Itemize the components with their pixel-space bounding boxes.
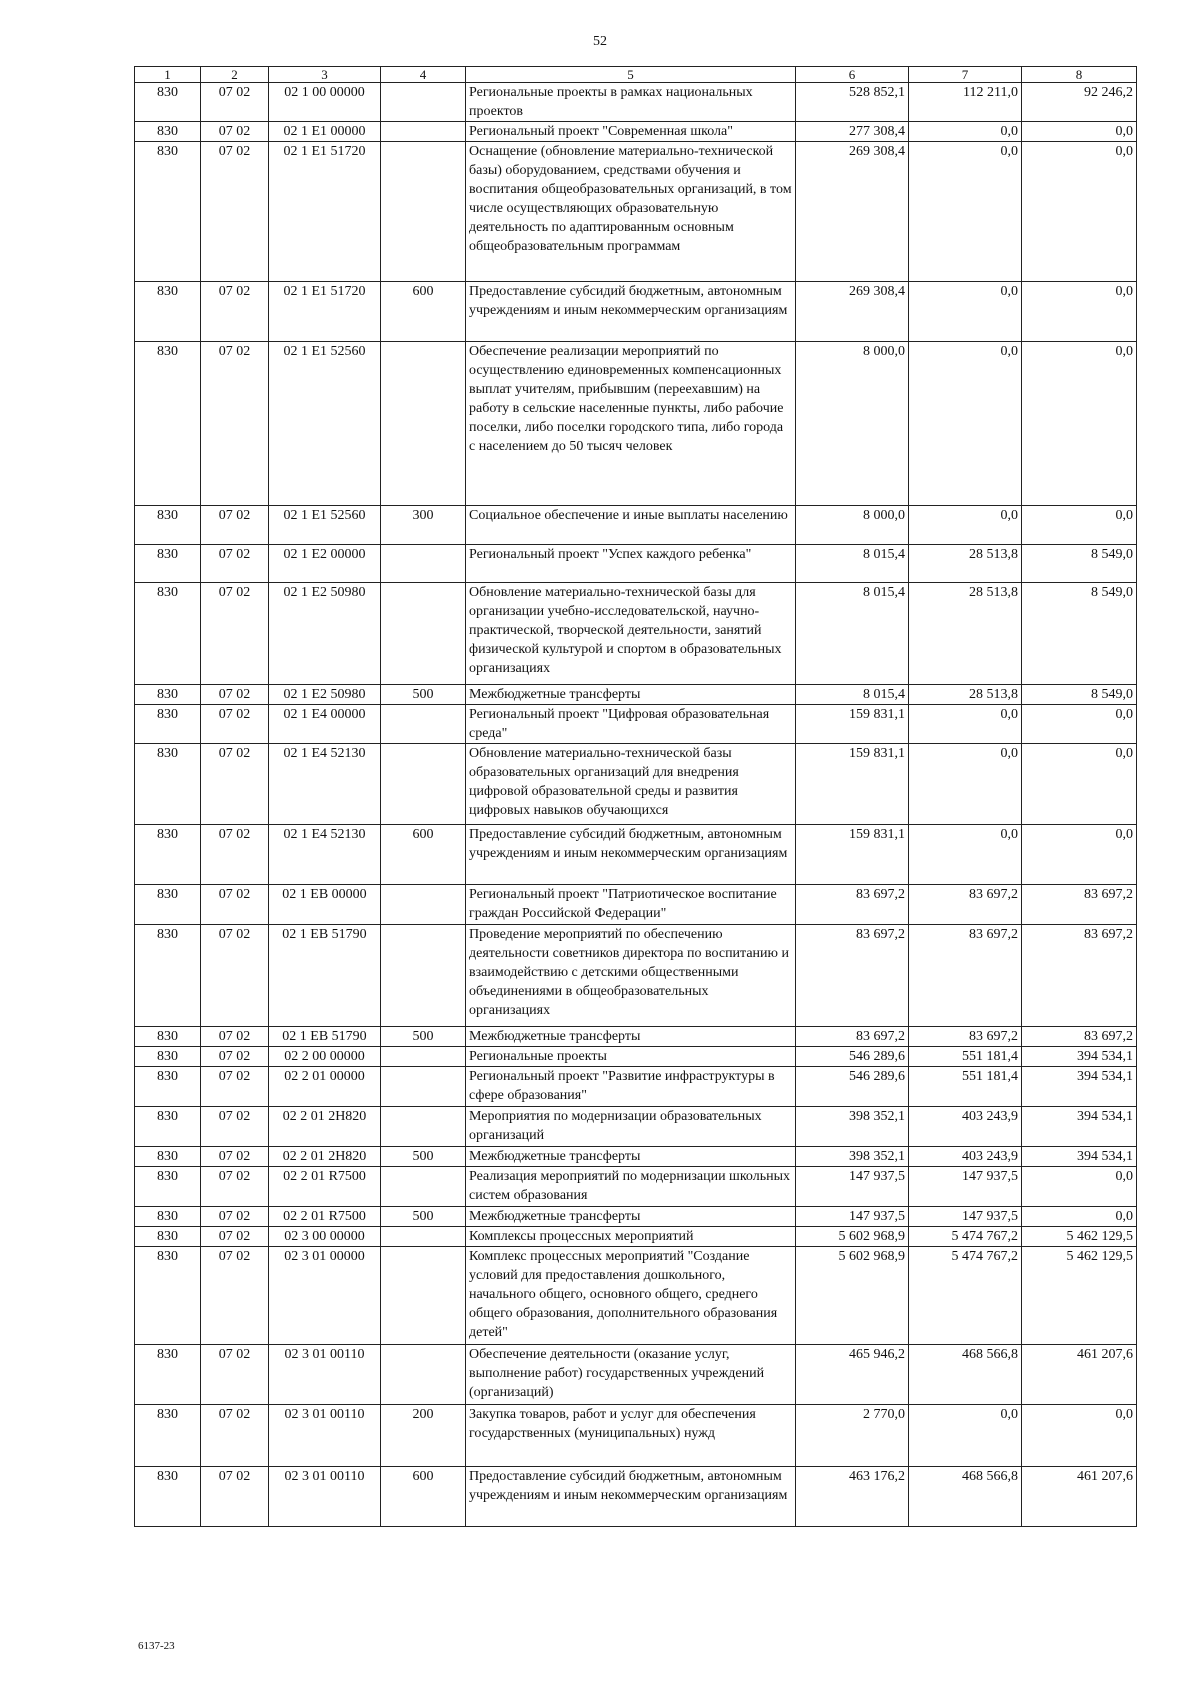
- expense-type-cell: 200: [381, 1405, 466, 1467]
- section-code-cell: 07 02: [201, 885, 269, 925]
- column-header: 8: [1022, 67, 1137, 83]
- amount-year2-cell: 28 513,8: [909, 545, 1022, 583]
- section-code-cell: 07 02: [201, 1167, 269, 1207]
- amount-year1-cell: 8 015,4: [796, 685, 909, 705]
- ministry-code-cell: 830: [135, 1467, 201, 1527]
- amount-year3-cell: 0,0: [1022, 744, 1137, 825]
- target-article-cell: 02 1 EB 51790: [269, 1027, 381, 1047]
- amount-year1-cell: 546 289,6: [796, 1067, 909, 1107]
- section-code-cell: 07 02: [201, 825, 269, 885]
- amount-year3-cell: 394 534,1: [1022, 1047, 1137, 1067]
- description-cell: Региональный проект "Современная школа": [466, 122, 796, 142]
- amount-year3-cell: 461 207,6: [1022, 1467, 1137, 1527]
- target-article-cell: 02 2 00 00000: [269, 1047, 381, 1067]
- description-cell: Предоставление субсидий бюджетным, автономным учреждениям и иным некоммерческим организациям: [466, 825, 796, 885]
- amount-year1-cell: 546 289,6: [796, 1047, 909, 1067]
- target-article-cell: 02 1 E2 50980: [269, 583, 381, 685]
- description-cell: Оснащение (обновление материально-технической базы) оборудованием, средствами обучения и воспитания общеобразовательных организаций, в том числе осуществляющих образовательную деятельность по адаптированным основным общеобразовательным программам: [466, 142, 796, 282]
- table-row: [135, 1345, 1137, 1405]
- description-cell: Обеспечение деятельности (оказание услуг, выполнение работ) государственных учреждений (организаций): [466, 1345, 796, 1405]
- ministry-code-cell: 830: [135, 342, 201, 506]
- amount-year1-cell: 8 000,0: [796, 342, 909, 506]
- ministry-code-cell: 830: [135, 1027, 201, 1047]
- expense-type-cell: 500: [381, 1027, 466, 1047]
- description-cell: Закупка товаров, работ и услуг для обеспечения государственных (муниципальных) нужд: [466, 1405, 796, 1467]
- amount-year2-cell: 468 566,8: [909, 1467, 1022, 1527]
- amount-year2-cell: 403 243,9: [909, 1147, 1022, 1167]
- amount-year2-cell: 551 181,4: [909, 1067, 1022, 1107]
- amount-year1-cell: 159 831,1: [796, 744, 909, 825]
- expense-type-cell: 500: [381, 1147, 466, 1167]
- section-code-cell: 07 02: [201, 122, 269, 142]
- table-row: [135, 1047, 1137, 1067]
- expense-type-cell: [381, 1047, 466, 1067]
- table-row: [135, 1405, 1137, 1467]
- description-cell: Предоставление субсидий бюджетным, автономным учреждениям и иным некоммерческим организациям: [466, 1467, 796, 1527]
- table-row: [135, 122, 1137, 142]
- amount-year1-cell: 269 308,4: [796, 142, 909, 282]
- column-header: 7: [909, 67, 1022, 83]
- section-code-cell: 07 02: [201, 1147, 269, 1167]
- column-header: 4: [381, 67, 466, 83]
- amount-year3-cell: 8 549,0: [1022, 583, 1137, 685]
- amount-year3-cell: 0,0: [1022, 825, 1137, 885]
- description-cell: Социальное обеспечение и иные выплаты населению: [466, 506, 796, 545]
- expense-type-cell: [381, 342, 466, 506]
- ministry-code-cell: 830: [135, 282, 201, 342]
- amount-year2-cell: 147 937,5: [909, 1207, 1022, 1227]
- table-row: [135, 1467, 1137, 1527]
- table-row: [135, 1247, 1137, 1345]
- target-article-cell: 02 1 E4 52130: [269, 825, 381, 885]
- target-article-cell: 02 3 01 00110: [269, 1345, 381, 1405]
- section-code-cell: 07 02: [201, 506, 269, 545]
- table-row: [135, 1227, 1137, 1247]
- amount-year1-cell: 528 852,1: [796, 83, 909, 122]
- amount-year2-cell: 0,0: [909, 825, 1022, 885]
- document-code: 6137-23: [138, 1640, 175, 1652]
- expense-type-cell: [381, 744, 466, 825]
- column-header: 3: [269, 67, 381, 83]
- amount-year2-cell: 0,0: [909, 122, 1022, 142]
- description-cell: Межбюджетные трансферты: [466, 685, 796, 705]
- ministry-code-cell: 830: [135, 1345, 201, 1405]
- column-header: 1: [135, 67, 201, 83]
- table-row: [135, 1147, 1137, 1167]
- expense-type-cell: [381, 122, 466, 142]
- target-article-cell: 02 1 E1 51720: [269, 142, 381, 282]
- description-cell: Региональный проект "Успех каждого ребенка": [466, 545, 796, 583]
- table-row: [135, 282, 1137, 342]
- amount-year1-cell: 83 697,2: [796, 925, 909, 1027]
- description-cell: Региональный проект "Патриотическое воспитание граждан Российской Федерации": [466, 885, 796, 925]
- description-cell: Обновление материально-технической базы образовательных организаций для внедрения цифровой образовательной среды и развития цифровых навыков обучающихся: [466, 744, 796, 825]
- amount-year1-cell: 8 000,0: [796, 506, 909, 545]
- expense-type-cell: 600: [381, 282, 466, 342]
- amount-year3-cell: 394 534,1: [1022, 1067, 1137, 1107]
- ministry-code-cell: 830: [135, 583, 201, 685]
- description-cell: Региональные проекты: [466, 1047, 796, 1067]
- target-article-cell: 02 1 E1 00000: [269, 122, 381, 142]
- description-cell: Предоставление субсидий бюджетным, автономным учреждениям и иным некоммерческим организациям: [466, 282, 796, 342]
- amount-year1-cell: 159 831,1: [796, 825, 909, 885]
- table-row: [135, 1027, 1137, 1047]
- section-code-cell: 07 02: [201, 583, 269, 685]
- description-cell: Проведение мероприятий по обеспечению деятельности советников директора по воспитанию и взаимодействию с детскими общественными объединениями в общеобразовательных организациях: [466, 925, 796, 1027]
- amount-year2-cell: 551 181,4: [909, 1047, 1022, 1067]
- amount-year3-cell: 83 697,2: [1022, 1027, 1137, 1047]
- target-article-cell: 02 1 E1 52560: [269, 506, 381, 545]
- description-cell: Мероприятия по модернизации образовательных организаций: [466, 1107, 796, 1147]
- ministry-code-cell: 830: [135, 545, 201, 583]
- amount-year1-cell: 5 602 968,9: [796, 1247, 909, 1345]
- amount-year2-cell: 147 937,5: [909, 1167, 1022, 1207]
- section-code-cell: 07 02: [201, 685, 269, 705]
- ministry-code-cell: 830: [135, 1227, 201, 1247]
- expense-type-cell: [381, 83, 466, 122]
- ministry-code-cell: 830: [135, 825, 201, 885]
- amount-year3-cell: 0,0: [1022, 142, 1137, 282]
- section-code-cell: 07 02: [201, 925, 269, 1027]
- target-article-cell: 02 3 00 00000: [269, 1227, 381, 1247]
- target-article-cell: 02 2 01 R7500: [269, 1167, 381, 1207]
- amount-year2-cell: 468 566,8: [909, 1345, 1022, 1405]
- table-row: [135, 685, 1137, 705]
- amount-year3-cell: 0,0: [1022, 282, 1137, 342]
- ministry-code-cell: 830: [135, 885, 201, 925]
- description-cell: Комплексы процессных мероприятий: [466, 1227, 796, 1247]
- table-row: [135, 744, 1137, 825]
- amount-year3-cell: 8 549,0: [1022, 545, 1137, 583]
- target-article-cell: 02 1 EB 51790: [269, 925, 381, 1027]
- section-code-cell: 07 02: [201, 1067, 269, 1107]
- table-row: [135, 1107, 1137, 1147]
- expense-type-cell: [381, 545, 466, 583]
- description-cell: Региональный проект "Развитие инфраструктуры в сфере образования": [466, 1067, 796, 1107]
- amount-year1-cell: 83 697,2: [796, 1027, 909, 1047]
- amount-year2-cell: 28 513,8: [909, 583, 1022, 685]
- amount-year1-cell: 8 015,4: [796, 583, 909, 685]
- expense-type-cell: [381, 1227, 466, 1247]
- amount-year3-cell: 92 246,2: [1022, 83, 1137, 122]
- ministry-code-cell: 830: [135, 122, 201, 142]
- expense-type-cell: [381, 1167, 466, 1207]
- section-code-cell: 07 02: [201, 705, 269, 744]
- section-code-cell: 07 02: [201, 744, 269, 825]
- section-code-cell: 07 02: [201, 1247, 269, 1345]
- table-row: [135, 142, 1137, 282]
- expense-type-cell: [381, 1067, 466, 1107]
- target-article-cell: 02 3 01 00110: [269, 1467, 381, 1527]
- ministry-code-cell: 830: [135, 705, 201, 744]
- target-article-cell: 02 3 01 00000: [269, 1247, 381, 1345]
- target-article-cell: 02 2 01 00000: [269, 1067, 381, 1107]
- expense-type-cell: [381, 925, 466, 1027]
- amount-year3-cell: 83 697,2: [1022, 885, 1137, 925]
- target-article-cell: 02 2 01 R7500: [269, 1207, 381, 1227]
- target-article-cell: 02 2 01 2H820: [269, 1147, 381, 1167]
- ministry-code-cell: 830: [135, 685, 201, 705]
- ministry-code-cell: 830: [135, 1167, 201, 1207]
- target-article-cell: 02 1 E4 52130: [269, 744, 381, 825]
- description-cell: Региональный проект "Цифровая образовательная среда": [466, 705, 796, 744]
- table-row: [135, 583, 1137, 685]
- table-row: [135, 885, 1137, 925]
- expense-type-cell: [381, 885, 466, 925]
- amount-year1-cell: 269 308,4: [796, 282, 909, 342]
- amount-year1-cell: 463 176,2: [796, 1467, 909, 1527]
- amount-year2-cell: 0,0: [909, 142, 1022, 282]
- description-cell: Реализация мероприятий по модернизации школьных систем образования: [466, 1167, 796, 1207]
- ministry-code-cell: 830: [135, 1147, 201, 1167]
- amount-year1-cell: 398 352,1: [796, 1107, 909, 1147]
- column-header: 2: [201, 67, 269, 83]
- amount-year3-cell: 394 534,1: [1022, 1147, 1137, 1167]
- ministry-code-cell: 830: [135, 1047, 201, 1067]
- section-code-cell: 07 02: [201, 1345, 269, 1405]
- section-code-cell: 07 02: [201, 1027, 269, 1047]
- ministry-code-cell: 830: [135, 925, 201, 1027]
- amount-year2-cell: 83 697,2: [909, 1027, 1022, 1047]
- section-code-cell: 07 02: [201, 1467, 269, 1527]
- table-row: [135, 545, 1137, 583]
- section-code-cell: 07 02: [201, 1207, 269, 1227]
- amount-year1-cell: 5 602 968,9: [796, 1227, 909, 1247]
- ministry-code-cell: 830: [135, 744, 201, 825]
- expense-type-cell: [381, 142, 466, 282]
- amount-year3-cell: 461 207,6: [1022, 1345, 1137, 1405]
- description-cell: Обеспечение реализации мероприятий по осуществлению единовременных компенсационных выплат учителям, прибывшим (переехавшим) на работу в сельские населенные пункты, либо рабочие поселки, либо поселки городского типа, либо города с населением до 50 тысяч человек: [466, 342, 796, 506]
- amount-year2-cell: 83 697,2: [909, 885, 1022, 925]
- ministry-code-cell: 830: [135, 1405, 201, 1467]
- amount-year2-cell: 0,0: [909, 705, 1022, 744]
- description-cell: Комплекс процессных мероприятий "Создание условий для предоставления дошкольного, начального общего, основного общего, среднего общего образования, дополнительного образования детей": [466, 1247, 796, 1345]
- table-row: [135, 1067, 1137, 1107]
- target-article-cell: 02 1 E2 50980: [269, 685, 381, 705]
- expense-type-cell: 600: [381, 825, 466, 885]
- section-code-cell: 07 02: [201, 1047, 269, 1067]
- amount-year1-cell: 159 831,1: [796, 705, 909, 744]
- ministry-code-cell: 830: [135, 1247, 201, 1345]
- table-row: [135, 1207, 1137, 1227]
- amount-year3-cell: 0,0: [1022, 506, 1137, 545]
- expense-type-cell: 500: [381, 1207, 466, 1227]
- target-article-cell: 02 1 00 00000: [269, 83, 381, 122]
- amount-year3-cell: 0,0: [1022, 342, 1137, 506]
- table-row: [135, 1167, 1137, 1207]
- ministry-code-cell: 830: [135, 142, 201, 282]
- target-article-cell: 02 1 E2 00000: [269, 545, 381, 583]
- column-header: 6: [796, 67, 909, 83]
- description-cell: Обновление материально-технической базы для организации учебно-исследовательской, научно-практической, творческой деятельности, занятий физической культурой и спортом в образовательных организациях: [466, 583, 796, 685]
- expense-type-cell: [381, 1247, 466, 1345]
- amount-year3-cell: 5 462 129,5: [1022, 1227, 1137, 1247]
- amount-year1-cell: 8 015,4: [796, 545, 909, 583]
- amount-year2-cell: 0,0: [909, 282, 1022, 342]
- section-code-cell: 07 02: [201, 83, 269, 122]
- expense-type-cell: 600: [381, 1467, 466, 1527]
- amount-year1-cell: 398 352,1: [796, 1147, 909, 1167]
- amount-year1-cell: 83 697,2: [796, 885, 909, 925]
- target-article-cell: 02 1 EB 00000: [269, 885, 381, 925]
- table-row: [135, 83, 1137, 122]
- ministry-code-cell: 830: [135, 1107, 201, 1147]
- amount-year3-cell: 8 549,0: [1022, 685, 1137, 705]
- section-code-cell: 07 02: [201, 342, 269, 506]
- amount-year2-cell: 0,0: [909, 1405, 1022, 1467]
- expense-type-cell: [381, 705, 466, 744]
- expense-type-cell: 300: [381, 506, 466, 545]
- section-code-cell: 07 02: [201, 545, 269, 583]
- amount-year2-cell: 403 243,9: [909, 1107, 1022, 1147]
- section-code-cell: 07 02: [201, 1405, 269, 1467]
- section-code-cell: 07 02: [201, 1107, 269, 1147]
- expense-type-cell: 500: [381, 685, 466, 705]
- amount-year2-cell: 5 474 767,2: [909, 1227, 1022, 1247]
- expense-type-cell: [381, 1345, 466, 1405]
- target-article-cell: 02 3 01 00110: [269, 1405, 381, 1467]
- amount-year3-cell: 0,0: [1022, 1207, 1137, 1227]
- ministry-code-cell: 830: [135, 83, 201, 122]
- amount-year1-cell: 147 937,5: [796, 1207, 909, 1227]
- amount-year3-cell: 83 697,2: [1022, 925, 1137, 1027]
- amount-year2-cell: 5 474 767,2: [909, 1247, 1022, 1345]
- amount-year3-cell: 0,0: [1022, 122, 1137, 142]
- page-number: 52: [593, 34, 607, 49]
- table-row: [135, 342, 1137, 506]
- amount-year3-cell: 5 462 129,5: [1022, 1247, 1137, 1345]
- amount-year1-cell: 147 937,5: [796, 1167, 909, 1207]
- expense-type-cell: [381, 1107, 466, 1147]
- description-cell: Межбюджетные трансферты: [466, 1147, 796, 1167]
- description-cell: Региональные проекты в рамках национальных проектов: [466, 83, 796, 122]
- amount-year2-cell: 0,0: [909, 506, 1022, 545]
- amount-year1-cell: 2 770,0: [796, 1405, 909, 1467]
- ministry-code-cell: 830: [135, 506, 201, 545]
- table-row: [135, 506, 1137, 545]
- amount-year3-cell: 0,0: [1022, 705, 1137, 744]
- expense-type-cell: [381, 583, 466, 685]
- table-row: [135, 825, 1137, 885]
- amount-year1-cell: 465 946,2: [796, 1345, 909, 1405]
- amount-year2-cell: 0,0: [909, 342, 1022, 506]
- amount-year2-cell: 28 513,8: [909, 685, 1022, 705]
- amount-year3-cell: 0,0: [1022, 1167, 1137, 1207]
- table-row: [135, 705, 1137, 744]
- amount-year2-cell: 0,0: [909, 744, 1022, 825]
- column-header: 5: [466, 67, 796, 83]
- ministry-code-cell: 830: [135, 1067, 201, 1107]
- section-code-cell: 07 02: [201, 142, 269, 282]
- target-article-cell: 02 1 E1 52560: [269, 342, 381, 506]
- amount-year1-cell: 277 308,4: [796, 122, 909, 142]
- column-number-header-row: [135, 67, 1137, 83]
- target-article-cell: 02 1 E1 51720: [269, 282, 381, 342]
- section-code-cell: 07 02: [201, 1227, 269, 1247]
- target-article-cell: 02 2 01 2H820: [269, 1107, 381, 1147]
- section-code-cell: 07 02: [201, 282, 269, 342]
- budget-table: [134, 66, 1137, 1527]
- amount-year3-cell: 394 534,1: [1022, 1107, 1137, 1147]
- ministry-code-cell: 830: [135, 1207, 201, 1227]
- amount-year3-cell: 0,0: [1022, 1405, 1137, 1467]
- description-cell: Межбюджетные трансферты: [466, 1207, 796, 1227]
- target-article-cell: 02 1 E4 00000: [269, 705, 381, 744]
- amount-year2-cell: 112 211,0: [909, 83, 1022, 122]
- table-row: [135, 925, 1137, 1027]
- amount-year2-cell: 83 697,2: [909, 925, 1022, 1027]
- description-cell: Межбюджетные трансферты: [466, 1027, 796, 1047]
